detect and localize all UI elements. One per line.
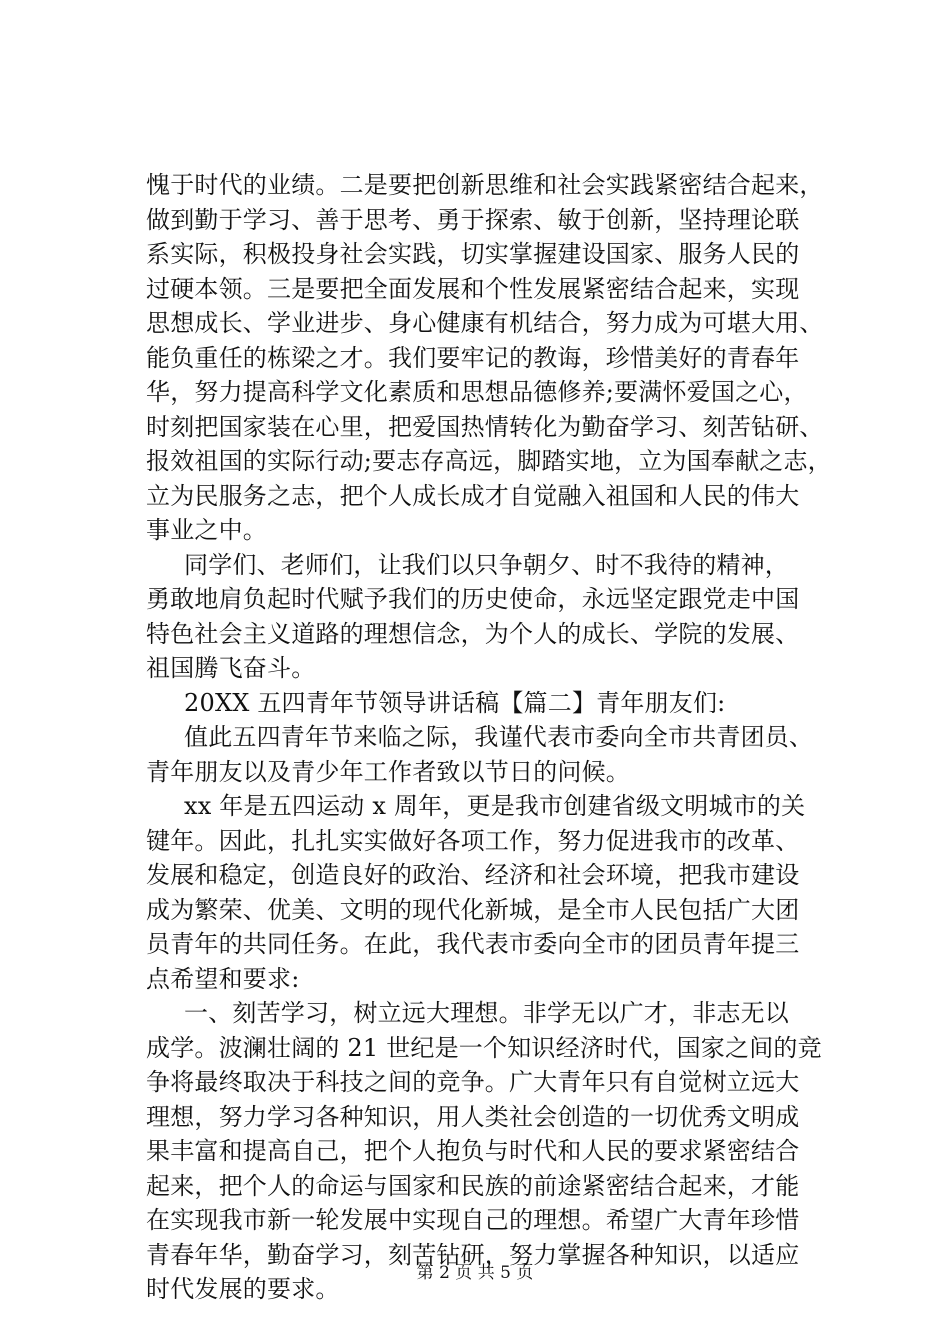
text-line: 员青年的共同任务。在此，我代表市委向全市的团员青年提三 xyxy=(146,930,800,958)
text-line: 立为民服务之志，把个人成长成才自觉融入祖国和人民的伟大 xyxy=(146,481,800,510)
text-line: 理想，努力学习各种知识，用人类社会创造的一切优秀文明成 xyxy=(146,1102,800,1131)
text-line: 青春年华，勤奋学习，刻苦钻研，努力掌握各种知识，以适应 xyxy=(146,1240,800,1269)
paragraph-start-line: 同学们、老师们，让我们以只争朝夕、时不我待的精神， xyxy=(184,550,789,579)
text-line: 事业之中。 xyxy=(146,516,267,544)
section-heading-line: 20XX 五四青年节领导讲话稿【篇二】青年朋友们: xyxy=(184,688,726,717)
text-line: 时代发展的要求。 xyxy=(146,1275,340,1303)
text-line: 祖国腾飞奋斗。 xyxy=(146,654,316,682)
text-line: 做到勤于学习、善于思考、勇于探索、敏于创新，坚持理论联 xyxy=(146,205,800,234)
text-line: 报效祖国的实际行动;要志存高远，脚踏实地，立为国奉献之志， xyxy=(146,447,832,475)
text-line: 青年朋友以及青少年工作者致以节日的问候。 xyxy=(146,757,630,786)
document-body xyxy=(146,168,832,1307)
text-line: 点希望和要求: xyxy=(146,964,300,993)
text-line: 系实际，积极投身社会实践，切实掌握建设国家、服务人民的 xyxy=(146,240,800,268)
paragraph-start-line: 值此五四青年节来临之际，我谨代表市委向全市共青团员、 xyxy=(184,723,814,751)
text-line: 过硬本领。三是要把全面发展和个性发展紧密结合起来，实现 xyxy=(146,274,800,303)
text-line: 发展和稳定，创造良好的政治、经济和社会环境，把我市建设 xyxy=(146,861,800,889)
text-line: 勇敢地肩负起时代赋予我们的历史使命，永远坚定跟党走中国 xyxy=(146,585,800,613)
text-line: 时刻把国家装在心里，把爱国热情转化为勤奋学习、刻苦钻研、 xyxy=(146,412,824,441)
paragraph-start-line: 一、刻苦学习，树立远大理想。非学无以广才，非志无以 xyxy=(184,999,789,1027)
text-line: 成为繁荣、优美、文明的现代化新城，是全市人民包括广大团 xyxy=(146,895,800,924)
text-line: 思想成长、学业进步、身心健康有机结合，努力成为可堪大用、 xyxy=(146,309,824,337)
text-line: 争将最终取决于科技之间的竞争。广大青年只有自觉树立远大 xyxy=(146,1068,800,1096)
text-line: 成学。波澜壮阔的 21 世纪是一个知识经济时代，国家之间的竞 xyxy=(146,1033,822,1062)
text-line: 键年。因此，扎扎实实做好各项工作，努力促进我市的改革、 xyxy=(146,826,800,855)
text-line: 特色社会主义道路的理想信念，为个人的成长、学院的发展、 xyxy=(146,619,800,648)
text-line: 华，努力提高科学文化素质和思想品德修养;要满怀爱国之心， xyxy=(146,378,808,406)
text-line: 果丰富和提高自己，把个人抱负与时代和人民的要求紧密结合 xyxy=(146,1137,800,1165)
page-footer: 第 2 页 共 5 页 xyxy=(416,1263,534,1283)
text-line: 愧于时代的业绩。二是要把创新思维和社会实践紧密结合起来， xyxy=(146,171,824,199)
text-line: 能负重任的栋梁之才。我们要牢记的教诲，珍惜美好的青春年 xyxy=(146,343,800,372)
text-line: 起来，把个人的命运与国家和民族的前途紧密结合起来，才能 xyxy=(146,1171,800,1200)
text-line: 在实现我市新一轮发展中实现自己的理想。希望广大青年珍惜 xyxy=(146,1206,800,1234)
paragraph-start-line: xx 年是五四运动 x 周年，更是我市创建省级文明城市的关 xyxy=(184,792,806,820)
